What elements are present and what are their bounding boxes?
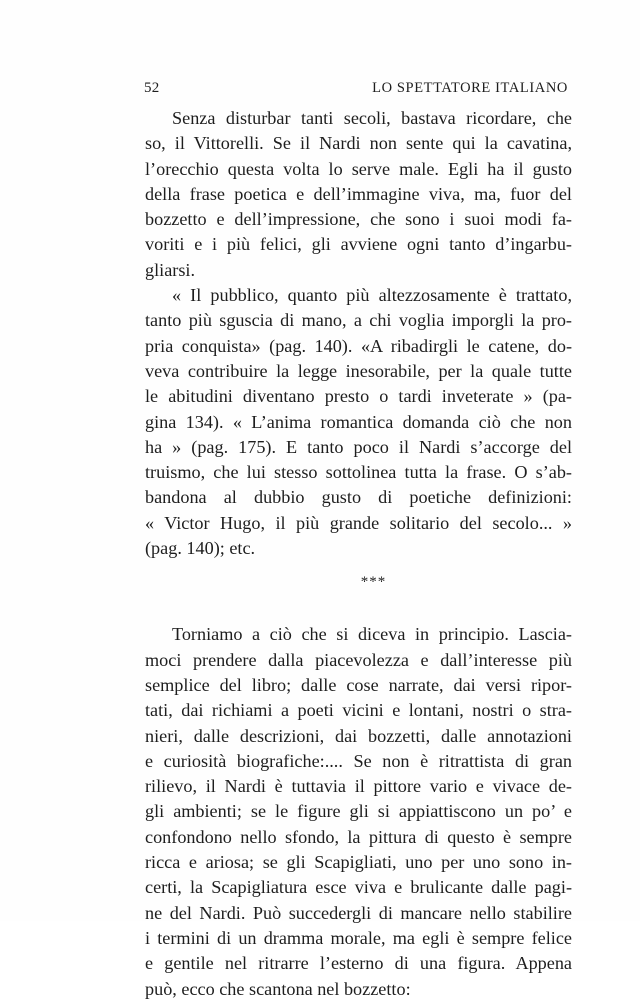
text-line: tanto più sguscia di mano, a chi voglia imporgli la pro- xyxy=(145,310,572,331)
text-line: ricca e ariosa; se gli Scapigliati, uno per uno sono in- xyxy=(145,852,572,873)
text-line: voriti e i più felici, gli avviene ogni tanto d’ingarbu- xyxy=(145,234,572,255)
running-title: LO SPETTATORE ITALIANO xyxy=(372,80,568,96)
text-line: veva contribuire la legge inesorabile, per la quale tutte xyxy=(145,360,572,381)
text-line: gli ambienti; se le figure gli si appiattiscono un po’ e xyxy=(145,801,572,822)
paragraph-2 xyxy=(145,283,572,561)
text-line: e curiosità biografiche:.... Se non è ritrattista di gran xyxy=(145,750,572,771)
text-line: Senza disturbar tanti secoli, bastava ricordare, che xyxy=(172,108,572,128)
text-line: rilievo, il Nardi è tuttavia il pittore vario e vivace de- xyxy=(145,776,572,797)
text-line: gliarsi. xyxy=(145,259,196,280)
paragraph-3 xyxy=(145,622,572,1001)
text-line: i termini di un dramma morale, ma egli è sempre felice xyxy=(145,927,572,948)
text-line: truismo, che lui stesso sottolinea tutta la frase. O s’ab- xyxy=(145,462,572,483)
page-number: 52 xyxy=(144,80,160,96)
spacer xyxy=(145,595,572,622)
text-line: Torniamo a ciò che si diceva in principio. Lascia- xyxy=(172,624,572,645)
text-line: ne del Nardi. Può succedergli di mancare nello stabilire xyxy=(145,902,572,923)
text-line: certi, la Scapigliatura esce viva e brulicante dalle pagi- xyxy=(145,877,572,898)
text-line: pria conquista» (pag. 140). «A ribadirgli le catene, do- xyxy=(145,335,572,356)
text-line: nieri, dalle descrizioni, dai bozzetti, dalle annotazioni xyxy=(145,725,572,746)
text-line: « Victor Hugo, il più grande solitario del secolo... » xyxy=(145,512,572,533)
text-line: gina 134). « L’anima romantica domanda ciò che non xyxy=(145,411,572,432)
text-line: e gentile nel ritrarre l’esterno di una figura. Appena xyxy=(145,953,572,974)
page-body xyxy=(145,106,572,1002)
text-line: moci prendere dalla piacevolezza e dall’interesse più xyxy=(145,649,572,670)
text-line: (pag. 140); etc. xyxy=(145,538,256,559)
text-line: può, ecco che scantona nel bozzetto: xyxy=(145,978,411,999)
text-line: « Il pubblico, quanto più altezzosamente è trattato, xyxy=(172,285,572,306)
section-separator: *** xyxy=(360,574,387,591)
text-line: bandona al dubbio gusto di poetiche definizioni: xyxy=(145,487,572,508)
text-line: bozzetto e dell’impressione, che sono i suoi modi fa- xyxy=(145,209,572,230)
paragraph-1 xyxy=(145,106,572,283)
text-line: ha » (pag. 175). E tanto poco il Nardi s’accorge del xyxy=(145,436,572,457)
text-line: semplice del libro; dalle cose narrate, dai versi ripor- xyxy=(145,674,572,695)
text-line: le abitudini diventano presto o tardi inveterate » (pa- xyxy=(145,386,572,407)
text-line: so, il Vittorelli. Se il Nardi non sente qui la cavatina, xyxy=(145,133,572,154)
text-line: della frase poetica e dell’immagine viva, ma, fuor del xyxy=(145,183,572,204)
text-line: tati, dai richiami a poeti vicini e lontani, nostri o stra- xyxy=(145,700,572,721)
text-line: l’orecchio questa volta lo serve male. Egli ha il gusto xyxy=(145,158,572,179)
page-header xyxy=(144,80,568,102)
text-line: confondono nello sfondo, la pittura di questo è sempre xyxy=(145,826,572,847)
